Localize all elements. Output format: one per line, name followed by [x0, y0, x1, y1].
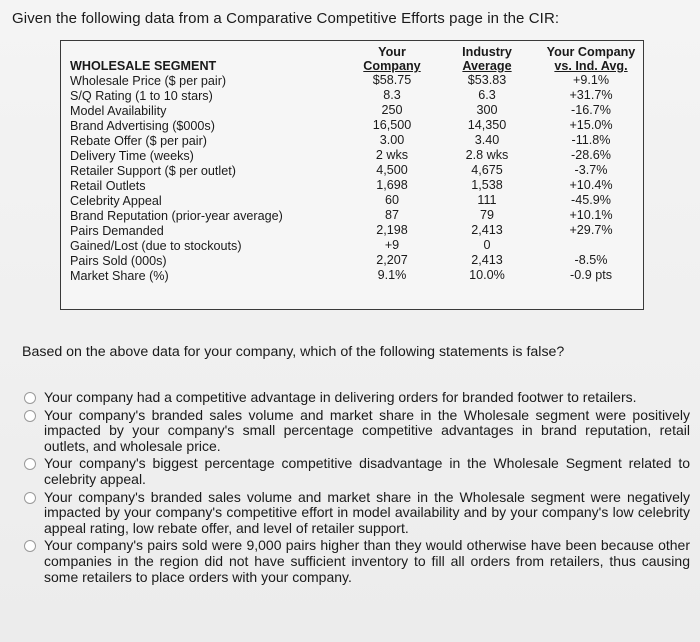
answer-option-text: Your company had a competitive advantage in delivering orders for branded footwer to retailers.: [44, 389, 637, 405]
vs-ind-avg-cell: +15.0%: [569, 118, 613, 132]
your-company-cell: 87: [384, 208, 399, 222]
your-company-cell: $58.75: [372, 73, 412, 87]
vs-ind-avg-cell: [537, 238, 645, 253]
answer-option-text: Your company's biggest percentage competitive disadvantage in the Wholesale Segment related to celebrity appeal.: [44, 455, 690, 487]
row-label: Retail Outlets: [70, 179, 146, 193]
industry-average-cell: 111: [477, 193, 497, 207]
row-label: Brand Advertising ($000s): [70, 119, 215, 133]
industry-average-cell: 6.3: [478, 88, 496, 102]
answer-option[interactable]: [22, 390, 690, 406]
radio-button[interactable]: [24, 392, 36, 404]
your-company-column: [351, 45, 433, 283]
answer-option-text: Your company's branded sales volume and market share in the Wholesale segment were positively impacted by your company's small percentage competitive advantages in brand reputation, retail outlets, and wholesale price.: [44, 406, 690, 454]
row-label: Model Availability: [70, 104, 167, 118]
vs-ind-avg-column: [537, 45, 645, 283]
industry-average-cell: 10.0%: [469, 268, 505, 282]
vs-ind-avg-cell: -28.6%: [571, 148, 611, 162]
segment-title: WHOLESALE SEGMENT: [70, 59, 217, 73]
radio-button[interactable]: [24, 410, 36, 422]
your-company-cell: 250: [381, 103, 403, 117]
your-company-cell: 9.1%: [377, 268, 407, 282]
vs-ind-avg-cell: -45.9%: [571, 193, 611, 207]
vs-ind-avg-cell: +31.7%: [569, 88, 613, 102]
comparative-efforts-table: [61, 41, 643, 309]
header-your-company-line1: Your: [378, 45, 406, 59]
your-company-cell: 16,500: [372, 118, 412, 132]
header-industry-average-line1: Industry: [462, 45, 512, 59]
radio-button[interactable]: [24, 458, 36, 470]
your-company-cell: 3.00: [379, 133, 405, 147]
vs-ind-avg-cell: -16.7%: [571, 103, 611, 117]
your-company-cell: 2,198: [376, 223, 408, 237]
header-your-company-line2: Company: [363, 59, 421, 73]
answer-option[interactable]: [22, 408, 690, 455]
industry-average-cell: 2.8 wks: [465, 148, 509, 162]
radio-button[interactable]: [24, 492, 36, 504]
data-table-box: [60, 40, 644, 310]
your-company-cell: 8.3: [383, 88, 401, 102]
row-label: S/Q Rating (1 to 10 stars): [70, 89, 213, 103]
row-label: Pairs Sold (000s): [70, 254, 167, 268]
your-company-cell: +9: [384, 238, 400, 252]
vs-ind-avg-cell: +9.1%: [572, 73, 610, 87]
answer-options: [22, 390, 690, 587]
header-vs-ind-avg-line1: Your Company: [546, 45, 636, 59]
industry-average-cell: 2,413: [471, 223, 503, 237]
industry-average-cell: 14,350: [467, 118, 507, 132]
row-label: Gained/Lost (due to stockouts): [70, 239, 242, 253]
vs-ind-avg-values: [537, 73, 645, 283]
your-company-cell: 1,698: [376, 178, 408, 192]
row-label: Delivery Time (weeks): [70, 149, 194, 163]
industry-average-column: [447, 45, 527, 283]
vs-ind-avg-cell: -11.8%: [571, 133, 611, 147]
radio-button[interactable]: [24, 540, 36, 552]
answer-option[interactable]: [22, 538, 690, 585]
your-company-cell: 2 wks: [375, 148, 409, 162]
vs-ind-avg-cell: -0.9 pts: [570, 268, 612, 282]
answer-option-text: Your company's pairs sold were 9,000 pairs higher than they would otherwise have been because other companies in the region did not have sufficient inventory to fill all orders from retailers, thus causing some retailers to place orders with your company.: [44, 537, 690, 585]
industry-average-cell: $53.83: [467, 73, 507, 87]
industry-average-cell: 300: [476, 103, 498, 117]
row-label: Celebrity Appeal: [70, 194, 162, 208]
answer-option-text: Your company's branded sales volume and market share in the Wholesale segment were negatively impacted by your company's competitive effort in model availability and by your company's low celebrity appeal rating, low rebate offer, and level of retailer support.: [44, 488, 690, 536]
vs-ind-avg-cell: +10.1%: [569, 208, 613, 222]
industry-average-cell: 3.40: [474, 133, 500, 147]
industry-average-values: [447, 73, 527, 283]
industry-average-cell: 2,413: [471, 253, 503, 267]
row-label: Retailer Support ($ per outlet): [70, 164, 236, 178]
row-labels-column: [70, 59, 283, 284]
row-labels: [70, 74, 283, 284]
row-label: Brand Reputation (prior-year average): [70, 209, 283, 223]
question-text: Based on the above data for your company, which of the following statements is false?: [22, 344, 565, 360]
intro-text: Given the following data from a Comparative Competitive Efforts page in the CIR:: [12, 10, 560, 27]
vs-ind-avg-cell: +10.4%: [569, 178, 613, 192]
your-company-cell: 4,500: [376, 163, 408, 177]
row-label: Wholesale Price ($ per pair): [70, 74, 227, 88]
your-company-values: [351, 73, 433, 283]
row-label: Rebate Offer ($ per pair): [70, 134, 207, 148]
vs-ind-avg-cell: -3.7%: [574, 163, 608, 177]
industry-average-cell: 79: [479, 208, 494, 222]
vs-ind-avg-cell: -8.5%: [574, 253, 608, 267]
industry-average-cell: 4,675: [471, 163, 503, 177]
header-vs-ind-avg-line2: vs. Ind. Avg.: [554, 59, 628, 73]
answer-option[interactable]: [22, 456, 690, 487]
row-label: Market Share (%): [70, 269, 169, 283]
row-label: Pairs Demanded: [70, 224, 164, 238]
your-company-cell: 60: [384, 193, 399, 207]
your-company-cell: 2,207: [376, 253, 408, 267]
answer-option[interactable]: [22, 490, 690, 537]
industry-average-cell: 0: [483, 238, 491, 252]
vs-ind-avg-cell: +29.7%: [569, 223, 613, 237]
header-industry-average-line2: Average: [462, 59, 512, 73]
industry-average-cell: 1,538: [471, 178, 503, 192]
